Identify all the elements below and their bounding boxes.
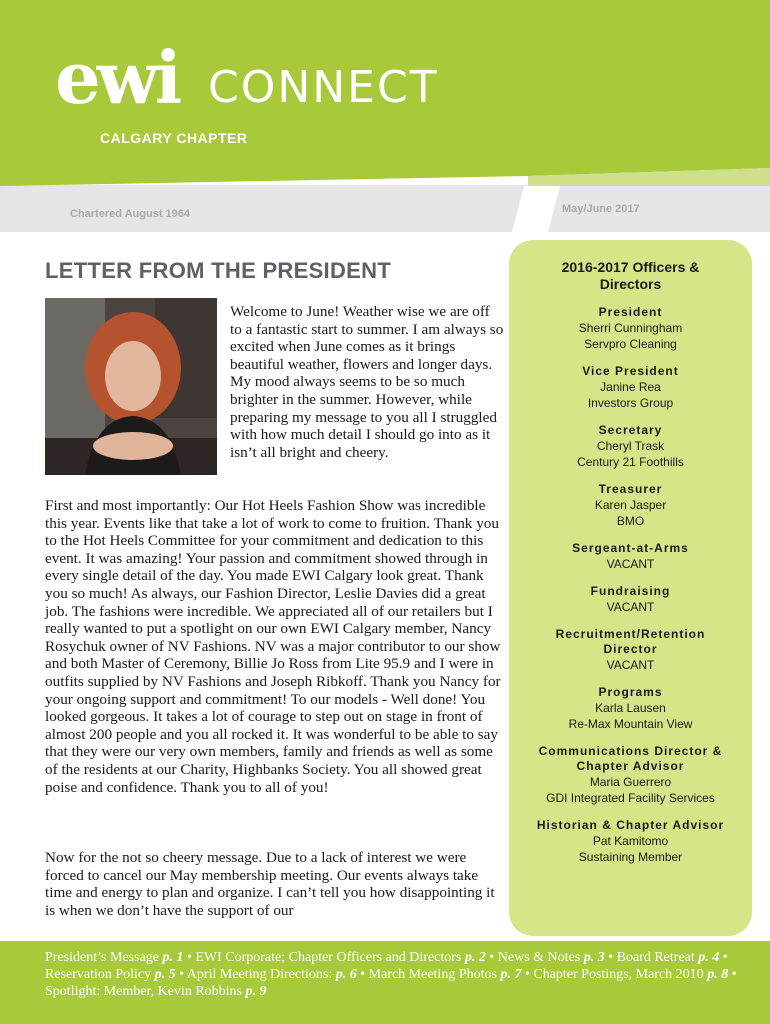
toc-label: EWI Corporate; Chapter Officers and Directors bbox=[195, 950, 462, 965]
president-portrait-image bbox=[45, 298, 217, 475]
officer-company: Investors Group bbox=[587, 396, 674, 410]
masthead bbox=[0, 0, 770, 232]
contents-list: President’s Message p. 1 • EWI Corporate; Chapter Officers and Directors p. 2 • News & Notes p. 3 • Board Retreat p. 4 • Reservation Policy p. 5 • April Meeting Directions: p. 6 • March Meeting Photos p. 7 • Chapter Postings, March 2010 p. 8 • Spotlight: Member, Kevin Robbins p. 9 bbox=[45, 950, 737, 999]
article-headline: LETTER FROM THE PRESIDENT bbox=[45, 258, 392, 283]
officer-name: Cheryl Trask bbox=[596, 439, 665, 453]
officer-name: VACANT bbox=[606, 658, 655, 672]
toc-page: p. 2 bbox=[464, 950, 486, 965]
chapter-name: CALGARY CHAPTER bbox=[100, 130, 248, 146]
officer-name: Pat Kamitomo bbox=[592, 834, 669, 848]
toc-page: p. 5 bbox=[154, 967, 176, 982]
toc-label: News & Notes bbox=[497, 950, 581, 965]
toc-page: p. 4 bbox=[698, 950, 720, 965]
officer-role: Recruitment/Retention Director bbox=[555, 627, 706, 656]
officer-entry bbox=[509, 584, 752, 615]
officer-role: Historian & Chapter Advisor bbox=[536, 818, 725, 832]
toc-page: p. 8 bbox=[707, 967, 729, 982]
toc-label: April Meeting Directions: bbox=[186, 967, 333, 982]
president-photo bbox=[45, 298, 217, 475]
toc-label: Board Retreat bbox=[616, 950, 695, 965]
officer-role: Secretary bbox=[598, 423, 663, 437]
officer-entry bbox=[509, 482, 752, 529]
toc-label: Reservation Policy bbox=[45, 967, 152, 982]
article-paragraph: Now for the not so cheery message. Due to a lack of interest we were forced to cancel our May membership meeting. Our events always take time and energy to plan and organize. I can’t tell you how disappointing it is when we don’t have the support of our bbox=[45, 849, 495, 919]
sidebar-title: 2016-2017 Officers & Directors bbox=[561, 259, 700, 292]
officer-role: Treasurer bbox=[598, 482, 663, 496]
officer-entry bbox=[509, 744, 752, 806]
officer-name: Sherri Cunningham bbox=[578, 321, 683, 335]
officer-entry bbox=[509, 627, 752, 673]
officer-company: Servpro Cleaning bbox=[584, 337, 677, 351]
issue-date: May/June 2017 bbox=[562, 203, 640, 215]
officer-name: Janine Rea bbox=[600, 380, 661, 394]
officer-name: VACANT bbox=[606, 557, 655, 571]
officer-role: President bbox=[598, 305, 663, 319]
officer-role: Fundraising bbox=[590, 584, 671, 598]
officer-name: VACANT bbox=[606, 600, 655, 614]
officer-name: Maria Guerrero bbox=[589, 775, 672, 789]
officer-company: GDI Integrated Facility Services bbox=[546, 791, 715, 805]
officer-entry bbox=[509, 364, 752, 411]
officer-company: BMO bbox=[616, 514, 645, 528]
officer-role: Vice President bbox=[582, 364, 679, 378]
officer-company: Sustaining Member bbox=[578, 850, 683, 864]
officer-role: Communications Director & Chapter Advisor bbox=[538, 744, 723, 773]
officer-entry bbox=[509, 305, 752, 352]
officer-entry bbox=[509, 818, 752, 865]
officers-sidebar bbox=[509, 240, 752, 936]
officer-entry bbox=[509, 541, 752, 572]
toc-label: March Meeting Photos bbox=[368, 967, 497, 982]
toc-label: President’s Message bbox=[45, 950, 159, 965]
officer-entry bbox=[509, 423, 752, 470]
toc-page: p. 6 bbox=[335, 967, 357, 982]
connect-wordmark: CONNECT bbox=[208, 62, 439, 113]
ewi-logo: ewi bbox=[55, 35, 179, 120]
toc-page: p. 3 bbox=[583, 950, 605, 965]
toc-label: Spotlight: Member, Kevin Robbins bbox=[45, 984, 242, 999]
officer-name: Karen Jasper bbox=[594, 498, 667, 512]
toc-page: p. 9 bbox=[245, 984, 267, 999]
officer-company: Re-Max Mountain View bbox=[568, 717, 693, 731]
officer-name: Karla Lausen bbox=[595, 701, 666, 715]
officer-company: Century 21 Foothills bbox=[577, 455, 684, 469]
toc-page: p. 7 bbox=[500, 967, 522, 982]
toc-label: Chapter Postings, March 2010 bbox=[533, 967, 704, 982]
officer-role: Programs bbox=[598, 685, 663, 699]
article-intro: Welcome to June! Weather wise we are off to a fantastic start to summer. I am always so excited when June comes as it brings beautiful weather, flowers and longer days. My mood always seems to be so much brighter in the summer. However, while preparing my message to you all I struggled with how much detail I should go into as it isn’t all bright and cheery. bbox=[230, 303, 504, 461]
officer-role: Sergeant-at-Arms bbox=[572, 541, 689, 555]
chartered-date: Chartered August 1964 bbox=[70, 208, 191, 220]
contents-footer bbox=[0, 941, 770, 1024]
article-paragraph: First and most importantly: Our Hot Heels Fashion Show was incredible this year. Events like that take a lot of work to come to fruition. Thank you to the Hot Heels Committee for your commitment and dedication to this event. It was amazing! Your passion and commitment showed through in every single detail of the day. You made EWI Calgary look great. Thank you so much! As always, our Fashion Director, Leslie Davies did a great job. The fashions were incredible. We appreciated all of our retailers but I really wanted to put a spotlight on our own EWI Calgary member, Nancy Rosychuk owner of NV Fashions. NV was a major contributor to our show and both Master of Ceremony, Billie Jo Ross from Lite 95.9 and I were in outfits supplied by NV Fashions and Joseph Ribkoff. Thank you Nancy for your ongoing support and commitment! To our models - Well done! You looked gorgeous. It takes a lot of courage to step out on stage in front of almost 200 people and you all rocked it. It was wonderful to be able to say that they were our very own members, family and friends as well as some of the residents at our Charity, Highbanks Society. You all showed great poise and confidence. Thank you to all of you! bbox=[45, 497, 501, 796]
toc-page: p. 1 bbox=[162, 950, 184, 965]
officer-entry bbox=[509, 685, 752, 732]
